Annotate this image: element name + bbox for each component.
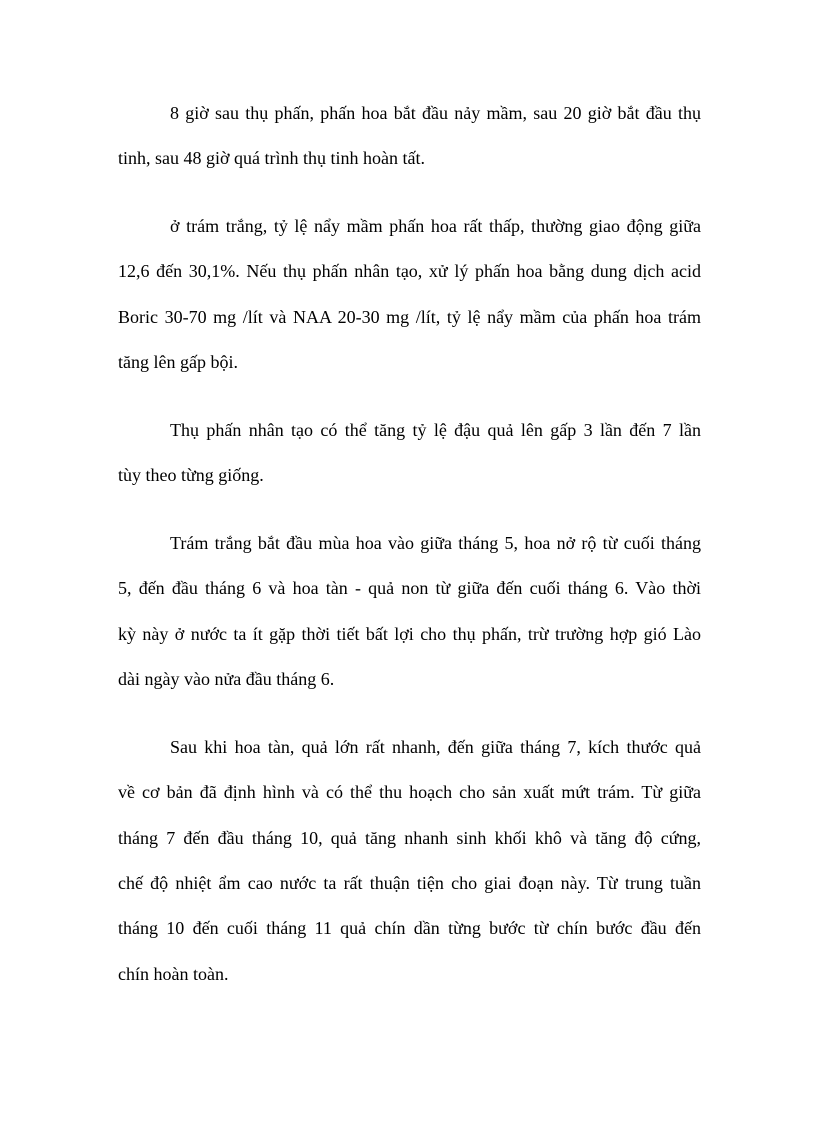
text-line: tùy theo từng giống.: [118, 465, 264, 486]
text-line: 12,6 đến 30,1%. Nếu thụ phấn nhân tạo, xử lý phấn hoa bằng dung dịch acid: [118, 261, 701, 282]
text-line: chế độ nhiệt ẩm cao nước ta rất thuận tiện cho giai đoạn này. Từ trung tuần: [118, 872, 701, 893]
text-line: 8 giờ sau thụ phấn, phấn hoa bắt đầu nảy mầm, sau 20 giờ bắt đầu thụ: [170, 103, 701, 123]
text-line: dài ngày vào nửa đầu tháng 6.: [118, 668, 335, 689]
text-line: về cơ bản đã định hình và có thể thu hoạch cho sản xuất mứt trám. Từ giữa: [118, 782, 701, 803]
text-line: kỳ này ở nước ta ít gặp thời tiết bất lợi cho thụ phấn, trừ trường hợp gió Lào: [118, 623, 701, 644]
text-line: tháng 10 đến cuối tháng 11 quả chín dần từng bước từ chín bước đầu đến: [118, 918, 701, 939]
text-line: ở trám trắng, tỷ lệ nẩy mầm phấn hoa rất thấp, thường giao động giữa: [170, 216, 701, 236]
text-line: chín hoàn toàn.: [118, 963, 229, 984]
text-line: Thụ phấn nhân tạo có thể tăng tỷ lệ đậu quả lên gấp 3 lần đến 7 lần: [170, 420, 701, 440]
text-line: tăng lên gấp bội.: [118, 351, 238, 372]
text-line: Trám trắng bắt đầu mùa hoa vào giữa tháng 5, hoa nở rộ từ cuối tháng: [170, 533, 701, 553]
text-line: 5, đến đầu tháng 6 và hoa tàn - quả non từ giữa đến cuối tháng 6. Vào thời: [118, 578, 701, 599]
text-line: Boric 30-70 mg /lít và NAA 20-30 mg /lít, tỷ lệ nẩy mầm của phấn hoa trám: [118, 306, 701, 327]
text-line: tinh, sau 48 giờ quá trình thụ tinh hoàn tất.: [118, 148, 425, 169]
text-line: Sau khi hoa tàn, quả lớn rất nhanh, đến giữa tháng 7, kích thước quả: [170, 737, 701, 757]
text-line: tháng 7 đến đầu tháng 10, quả tăng nhanh sinh khối khô và tăng độ cứng,: [118, 827, 701, 848]
